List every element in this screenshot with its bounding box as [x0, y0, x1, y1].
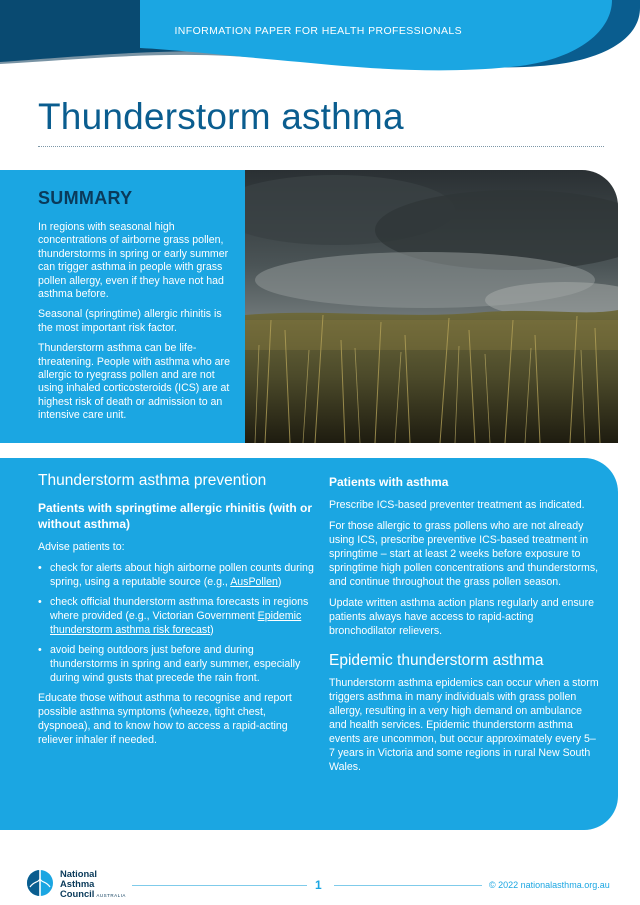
logo-sub: AUSTRALIA: [96, 893, 126, 898]
bullet-end: ): [210, 624, 214, 636]
prevention-subheading: Patients with springtime allergic rhinitis (with or without asthma): [38, 501, 313, 531]
list-item: [38, 595, 318, 637]
asthma-patients-heading: Patients with asthma: [329, 475, 449, 489]
asthma-paragraph: For those allergic to grass pollens who are not already using ICS, prescribe preventive ICS-based treatment in springtime – start at least 2 weeks before exposure to springtime high pollen concentrations and thunderstorms, and continue throughout the grass pollen season.: [329, 520, 599, 588]
prevention-closing: Educate those without asthma to recognise and report possible asthma symptoms (wheeze, tight chest, dyspnoea), and to know how to access a rapid-acting reliever inhaler if needed.: [38, 692, 292, 746]
title-divider: [38, 146, 604, 147]
header-label: INFORMATION PAPER FOR HEALTH PROFESSIONALS: [174, 25, 462, 37]
footer-divider-left: [132, 885, 307, 886]
logo-line: Asthma: [60, 878, 95, 889]
prevention-list: [38, 561, 318, 685]
logo-wordmark: [60, 869, 126, 901]
logo-line: [60, 889, 126, 901]
asthma-paragraph: Update written asthma action plans regularly and ensure patients always have access to rapid-acting bronchodilator relievers.: [329, 597, 594, 637]
summary-heading: SUMMARY: [38, 188, 133, 208]
summary-paragraph: In regions with seasonal high concentrations of airborne grass pollen, thunderstorms in spring or early summer can trigger asthma in people with grass pollen allergy, even if they have not had asthma before.: [38, 221, 229, 301]
prevention-intro: Advise patients to:: [38, 541, 125, 553]
prevention-column: [38, 474, 318, 754]
header-band: [0, 0, 640, 72]
list-item: [38, 643, 318, 685]
footer: [0, 860, 640, 905]
list-item: [38, 561, 318, 589]
bullet-text: check official thunderstorm asthma forecasts in regions where provided (e.g., Victorian Government: [50, 596, 309, 622]
storm-grass-image: [245, 170, 618, 443]
epidemic-heading: Epidemic thunderstorm asthma: [329, 652, 544, 669]
bullet-end: ): [277, 576, 282, 588]
copyright-text: © 2022 nationalasthma.org.au: [489, 880, 610, 890]
page-number: 1: [315, 878, 322, 892]
summary-body: [38, 221, 238, 430]
national-asthma-council-logo-icon: [26, 869, 54, 897]
summary-paragraph: Seasonal (springtime) allergic rhinitis is the most important risk factor.: [38, 308, 222, 334]
logo-line: National: [60, 868, 97, 879]
prevention-heading: Thunderstorm asthma prevention: [38, 472, 267, 489]
bullet-text: check for alerts about high airborne pollen counts during spring, using a reputable source (e.g.,: [50, 562, 314, 588]
summary-paragraph: Thunderstorm asthma can be life-threatening. People with asthma who are allergic to ryegrass pollen and are not using inhaled corticosteroids (ICS) are at highest risk of death or admission to an intensive care unit.: [38, 342, 230, 422]
forecast-link[interactable]: Epidemic thunderstorm asthma risk forecast: [50, 610, 302, 636]
asthma-column: [329, 474, 601, 781]
header-wave-shape: [0, 0, 640, 80]
logo-line-council: Council: [60, 888, 95, 899]
auspollen-link[interactable]: AusPollen: [230, 576, 278, 588]
bullet-text: avoid being outdoors just before and during thunderstorms in spring and early summer, especially during wind gusts that precede the rain front.: [50, 644, 301, 684]
page-title: Thunderstorm asthma: [38, 96, 404, 137]
storm-grass-photo: [245, 170, 618, 443]
asthma-paragraph: Prescribe ICS-based preventer treatment as indicated.: [329, 499, 585, 511]
footer-divider-right: [334, 885, 482, 886]
summary-box: [0, 170, 245, 443]
epidemic-body: Thunderstorm asthma epidemics can occur when a storm triggers asthma in many individuals with grass pollen allergy, resulting in a very high demand on ambulance and health services. Epidemic thunderstorm asthma events are uncommon, but occur approximately every 5–7 years in Victoria and some regions in rural New South Wales.: [329, 677, 599, 773]
